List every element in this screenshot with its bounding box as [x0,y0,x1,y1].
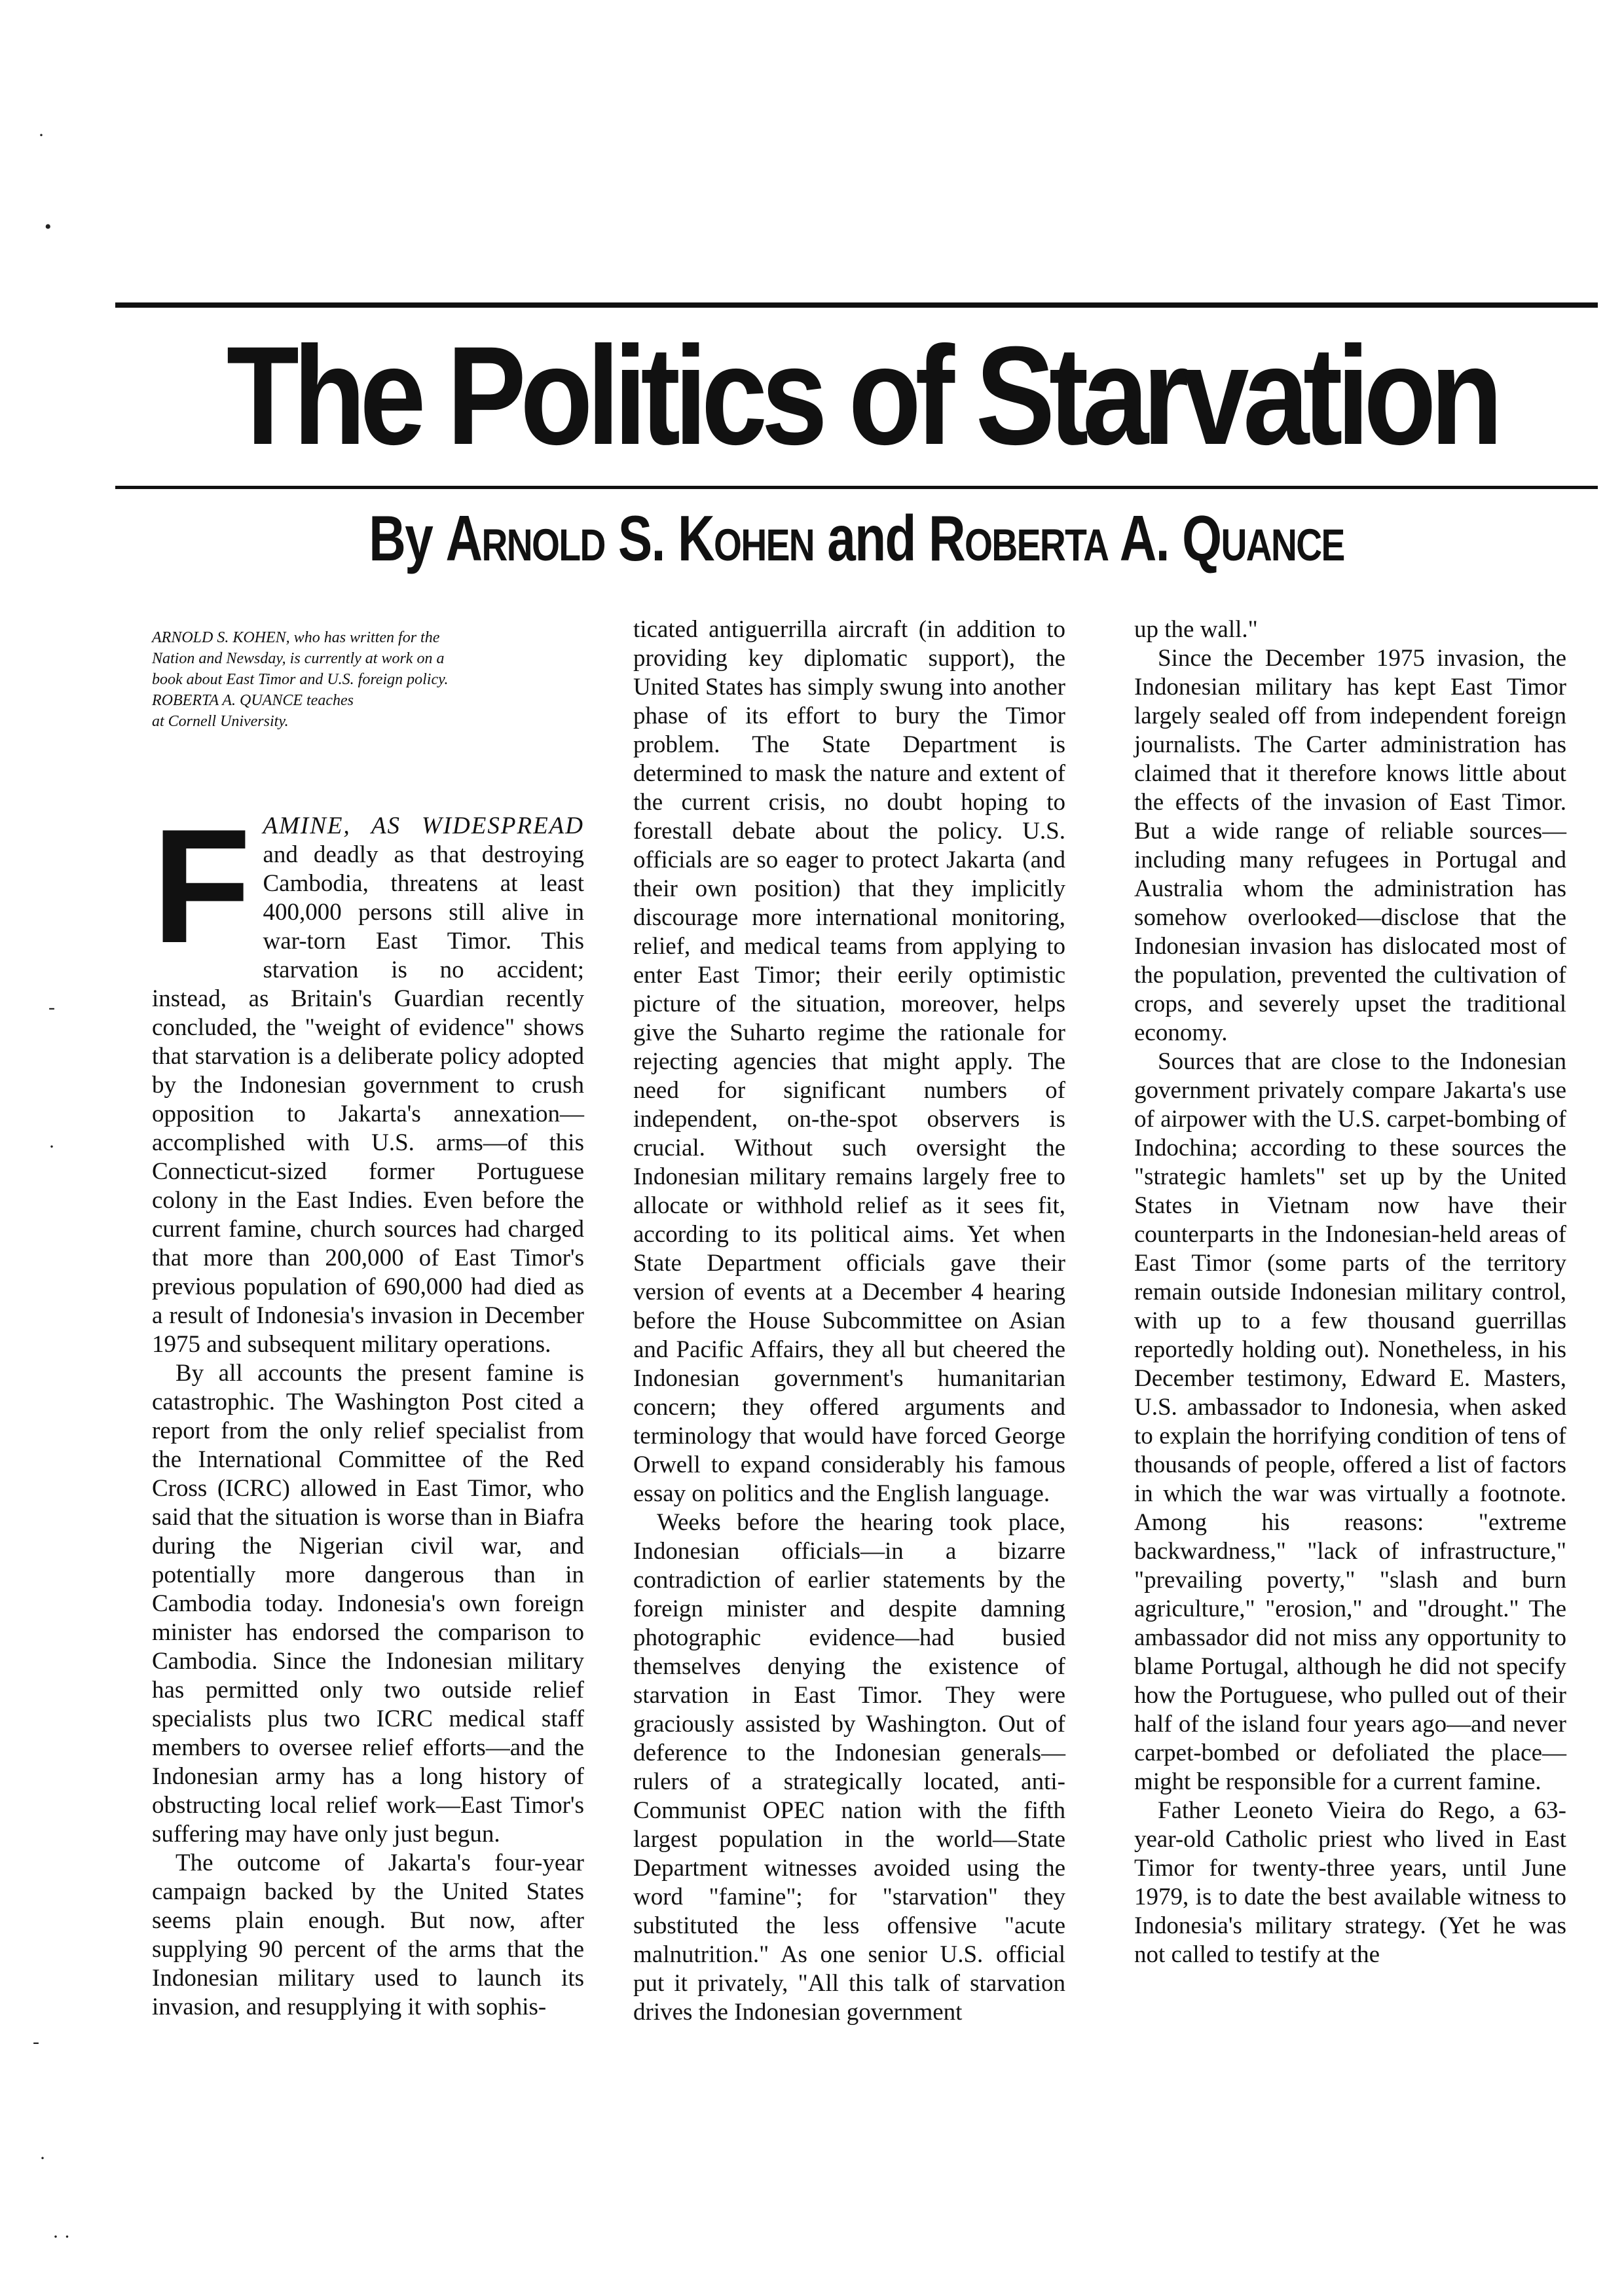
scan-mark: - [33,2031,39,2052]
column-2 [633,615,1065,2027]
bio-line: book about East Timor and U.S. foreign policy. [152,671,449,688]
bio-line: Nation and Newsday, is currently at work on a [152,650,445,667]
scan-mark: · [48,1136,55,1157]
top-rule [115,302,1598,308]
title-rule [115,486,1598,489]
paragraph: Weeks before the hearing took place, Indonesian officials—in a bizarre contradiction of earlier statements by the foreign minister and despite damning photographic evidence—had busied themselves denying the existence of starvation in East Timor. They were graciously assisted by Washington. Out of deference to the Indonesian generals—rulers of a strategically located, anti-Communist OPEC nation with the fifth largest population in the world—State Department witnesses avoided using the word "famine"; for "starvation" they substituted the less offensive "acute malnutrition." As one senior U.S. official put it privately, "All this talk of starvation drives the Indonesian government [633,1509,1065,2026]
byline-author-1: Arnold S. Kohen [445,502,815,574]
paragraph: Father Leoneto Vieira do Rego, a 63-year-old Catholic priest who lived in East Timor for twenty-three years, until June 1979, is to date the best available witness to Indonesia's military strategy. (Yet he was not called to testify at the [1134,1797,1566,1968]
scan-mark: - [48,996,55,1018]
bio-line: ARNOLD S. KOHEN, who has written for the [152,629,440,646]
article-title: The Politics of Starvation [226,318,1497,474]
paragraph: Sources that are close to the Indonesian government privately compare Jakarta's use of airpower with the U.S. carpet-bombing of Indochina; according to these sources the "strategic hamlets" set up by the United States in Vietnam now have their counterparts in the Indonesian-held areas of East Timor (some parts of the territory remain outside Indonesian military control, with up to a few thousand guerrillas reportedly holding out). Nonetheless, in his December testimony, Edward E. Masters, U.S. ambassador to Indonesia, when asked to explain the horrifying condition of tens of thousands of people, offered a list of factors in which the war was virtually a footnote. Among his reasons: "extreme backwardness," "lack of infrastructure," "prevailing poverty," "slash and burn agriculture," "erosion," and "drought." The ambassador did not miss any opportunity to blame Portugal, although he did not specify how the Portuguese, who pulled out of their half of the island four years ago—and never carpet-bombed or defoliated the place—might be responsible for a current famine. [1134,1048,1566,1795]
scan-mark: • [45,216,52,238]
bio-line: at Cornell University. [152,713,289,730]
bio-line: ROBERTA A. QUANCE teaches [152,692,354,709]
byline-author-2: Roberta A. Quance [929,502,1344,574]
scan-mark: · [38,124,45,146]
byline-by: By [369,502,433,574]
byline [263,492,1449,584]
scan-mark: · [39,2147,46,2169]
lead-in-caps: AMINE, AS WIDESPREAD [263,812,584,839]
paragraph: up the wall." [1134,616,1258,643]
author-bio [152,627,545,732]
column-3 [1134,615,1566,1969]
paragraph: The outcome of Jakarta's four-year campaign backed by the United States seems plain enough. But now, after supplying 90 percent of the arms that the Indonesian military used to launch its invasion, and resupplying it with sophis- [152,1850,584,2020]
paragraph: By all accounts the present famine is catastrophic. The Washington Post cited a report from the only relief specialist from the International Committee of the Red Cross (ICRC) allowed in East Timor, who said that the situation is worse than in Biafra during the Nigerian civil war, and potentially more dangerous than in Cambodia today. Indonesia's own foreign minister has endorsed the comparison to Cambodia. Since the Indonesian military has permitted only two outside relief specialists plus two ICRC medical staff members to oversee relief efforts—and the Indonesian army has a long history of obstructing local relief work—East Timor's suffering may have only just begun. [152,1360,584,1848]
paragraph-text: and deadly as that destroying Cambodia, threatens at least 400,000 persons still alive in war-torn East Timor. This starvation is no accident; instead, as Britain's Guardian recently concluded, the "weight of evidence" shows that starvation is a deliberate policy adopted by the Indonesian government to crush opposition to Jakarta's annexation—accomplished with U.S. arms—of this Connecticut-sized former Portuguese colony in the East Indies. Even before the current famine, church sources had charged that more than 200,000 of East Timor's previous population of 690,000 had died as a result of Indonesia's invasion in December 1975 and subsequent military operations. [152,841,584,1358]
column-1 [152,795,584,2022]
paragraph: ticated antiguerrilla aircraft (in addition to providing key diplomatic support), the United States has simply swung into another phase of its effort to bury the Timor problem. The State Department is determined to mask the nature and extent of the current crisis, no doubt hoping to forestall debate about the policy. U.S. officials are so eager to protect Jakarta (and their own position) that they implicitly discourage more international monitoring, relief, and medical teams from applying to enter East Timor; their eerily optimistic picture of the situation, moreover, helps give the Suharto regime the rationale for rejecting agencies that might apply. The need for significant numbers of independent, on-the-spot observers is crucial. Without such oversight the Indonesian military remains largely free to allocate or withhold relief as it sees fit, according to its political aims. Yet when State Department officials gave their version of events at a December 4 hearing before the House Subcommittee on Asian and Pacific Affairs, they all but cheered the Indonesian government's humanitarian concern; they offered arguments and terminology that would have forced George Orwell to expand considerably his famous essay on politics and the English language. [633,616,1065,1507]
drop-cap: F [152,795,251,977]
paragraph: Since the December 1975 invasion, the Indonesian military has kept East Timor largely sealed off from independent foreign journalists. The Carter administration has claimed that it therefore knows little about the effects of the invasion of East Timor. But a wide range of reliable sources—including many refugees in Portugal and Australia whom the administration has somehow overlooked—disclose that the Indonesian invasion has dislocated most of the population, prevented the cultivation of crops, and severely upset the traditional economy. [1134,645,1566,1046]
scan-mark: · · [52,2226,71,2248]
byline-and: and [827,502,915,574]
